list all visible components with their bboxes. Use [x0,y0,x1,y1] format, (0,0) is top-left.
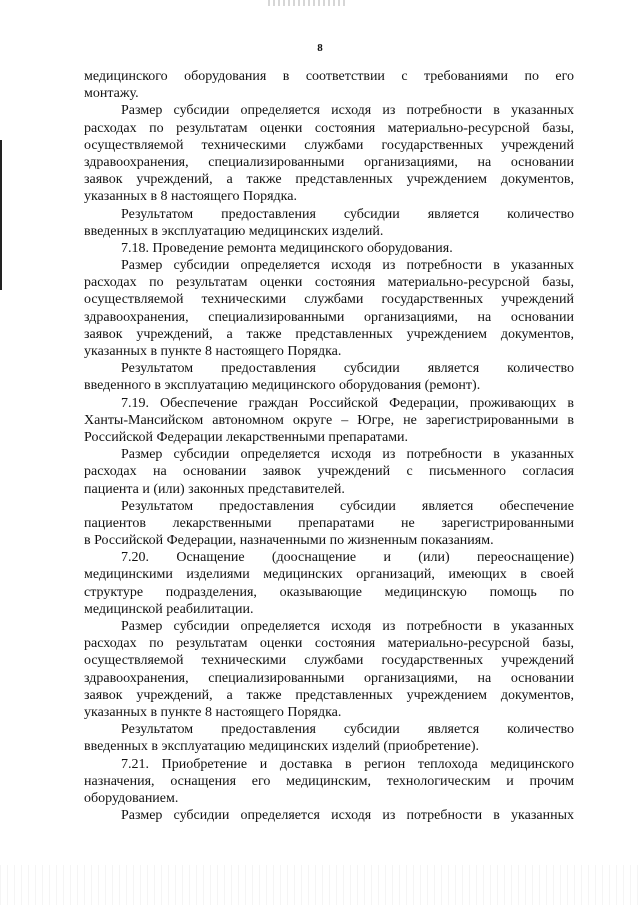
text-line: в Российской Федерации, назначенными по жизненным показаниям. [84,533,494,549]
text-line: 7.18. Проведение ремонта медицинского оборудования. [121,240,453,256]
text-line: указанных в пункте 8 настоящего Порядка. [84,344,342,359]
text-line: 7.19. Обеспечение граждан Российской Федерации, проживающих в [121,395,574,411]
text-line: Результатом предоставления субсидии является количество [121,206,574,222]
document-body [84,68,574,824]
text-line: Результатом предоставления субсидии является количество [121,361,574,377]
text-line: пациентов лекарственными препаратами не зарегистрированными [84,515,574,531]
text-line: расходах по результатам оценки состояния материально-ресурсной базы, [84,120,574,136]
text-line: введенных в эксплуатацию медицинских изделий. [84,223,384,239]
text-line: структуре подразделения, оказывающие медицинскую помощь по [84,584,574,600]
text-line: Результатом предоставления субсидии является обеспечение [121,498,574,514]
text-line: заявок учреждений, а также представленных учреждением документов, [84,326,574,342]
text-line: заявок учреждений, а также представленных учреждением документов, [84,172,574,188]
text-line: Размер субсидии определяется исходя из потребности в указанных [121,258,574,274]
text-line: оборудованием. [84,790,179,806]
text-line: здравоохранения, специализированными организациями, на основании [84,309,574,325]
text-line: медицинской реабилитации. [84,601,254,617]
text-line: Размер субсидии определяется исходя из потребности в указанных [121,808,574,824]
text-line: назначения, оснащения его медицинским, технологическим и прочим [84,773,574,789]
text-line: 7.21. Приобретение и доставка в регион теплохода медицинского [121,756,574,772]
text-line: медицинскими изделиями медицинских организаций, имеющих в своей [84,567,574,583]
text-line: осуществляемой техническими службами государственных учреждений [84,137,574,153]
scan-artifact-left-edge [0,140,2,290]
text-line: 7.20. Оснащение (дооснащение и (или) переоснащение) [121,550,574,566]
text-line: осуществляемой техническими службами государственных учреждений [84,653,574,669]
text-line: пациента и (или) законных представителей. [84,481,345,497]
text-line: Ханты-Мансийском автономном округе – Югре, не зарегистрированными в [84,412,574,428]
text-line: заявок учреждений, а также представленных учреждением документов, [84,687,574,703]
scan-artifact-top [268,0,348,6]
text-line: Размер субсидии определяется исходя из потребности в указанных [121,619,574,634]
text-line: медицинского оборудования в соответствии с требованиями по его [84,69,574,84]
text-line: указанных в 8 настоящего Порядка. [84,189,297,205]
text-line: здравоохранения, специализированными организациями, на основании [84,154,574,170]
text-line: Российской Федерации лекарственными препаратами. [84,429,409,445]
text-line: Размер субсидии определяется исходя из потребности в указанных [121,447,574,463]
text-line: расходах по результатам оценки состояния материально-ресурсной базы, [84,636,574,652]
text-line: расходах по результатам оценки состояния материально-ресурсной базы, [84,275,574,291]
text-line: Результатом предоставления субсидии является количество [121,722,574,738]
text-line: осуществляемой техническими службами государственных учреждений [84,292,574,308]
text-line: введенного в эксплуатацию медицинского оборудования (ремонт). [84,378,481,394]
text-line: расходах на основании заявок учреждений с письменного согласия [84,464,574,480]
text-line: Размер субсидии определяется исходя из потребности в указанных [121,103,574,119]
page-number: 8 [317,42,323,54]
text-line: здравоохранения, специализированными организациями, на основании [84,670,574,686]
scan-artifact-bottom [0,865,640,905]
text-line: указанных в пункте 8 настоящего Порядка. [84,704,342,720]
text-line: монтажу. [84,86,139,102]
text-line: введенных в эксплуатацию медицинских изделий (приобретение). [84,739,480,755]
